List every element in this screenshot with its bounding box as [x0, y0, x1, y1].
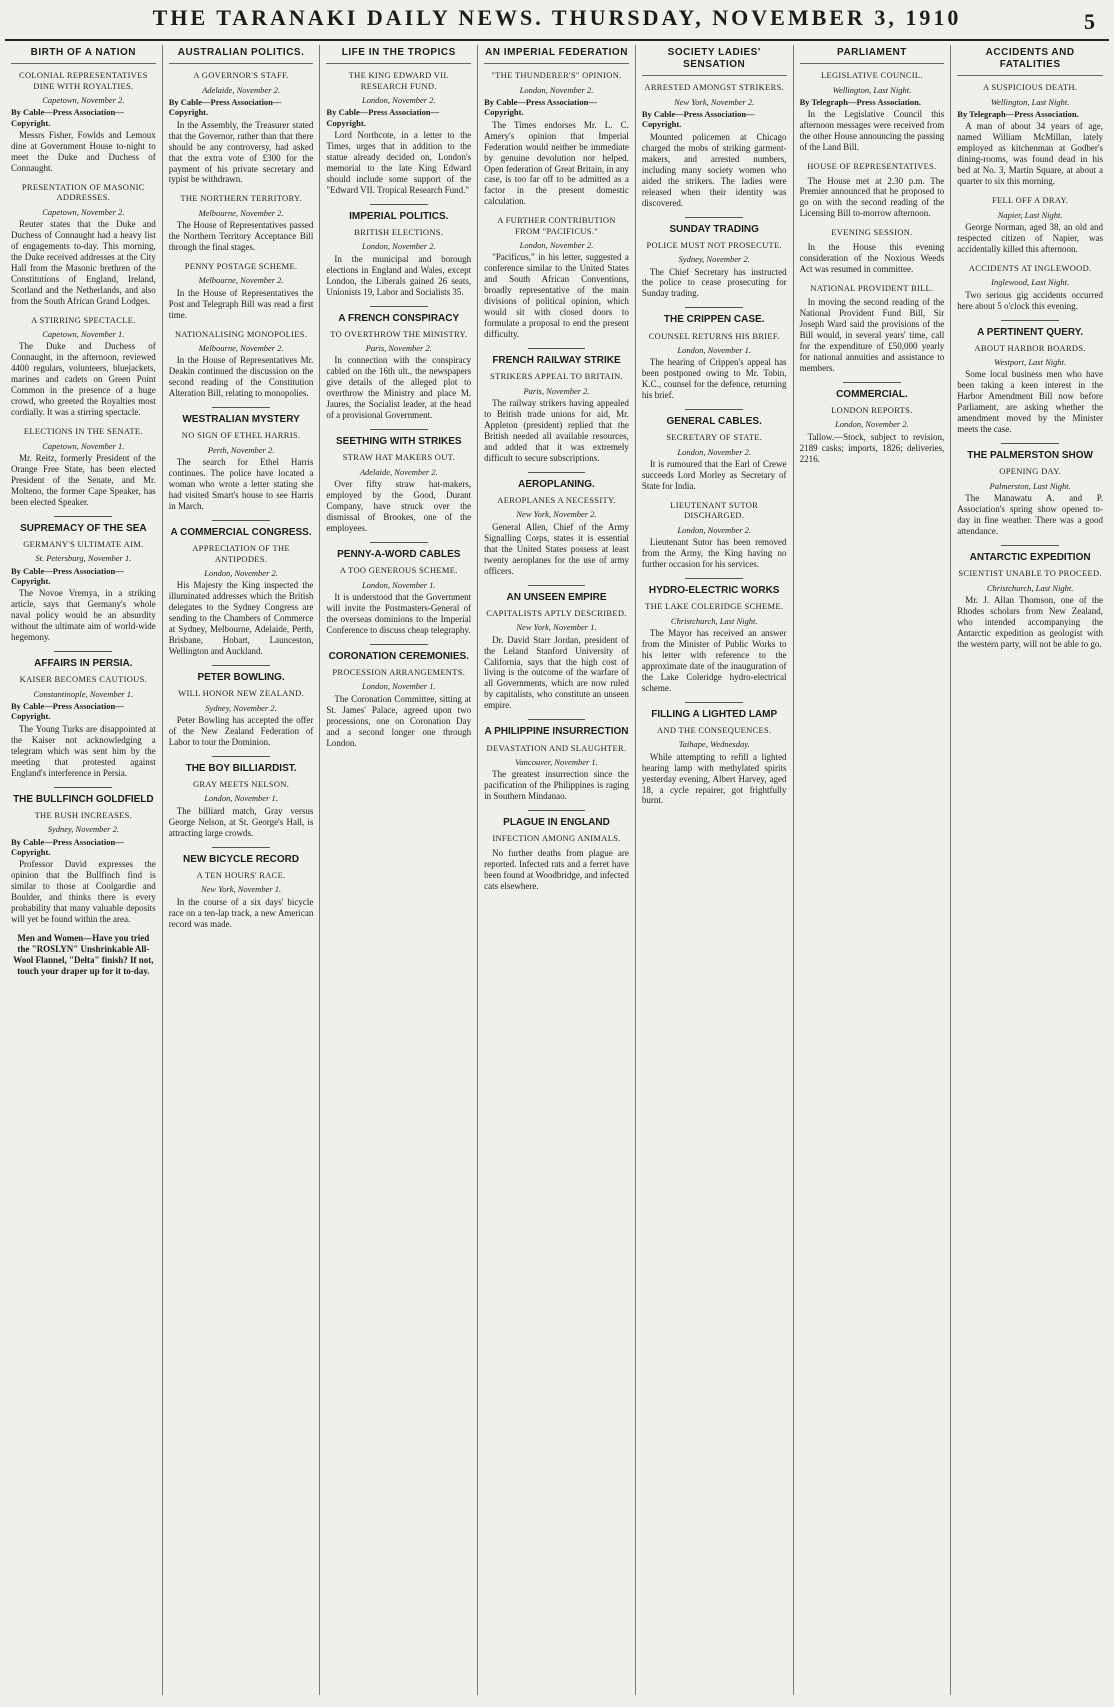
article-body: The Coronation Committee, sitting at St. James' Palace, agreed upon two processions, one on Coronation Day and a second longer one through London. — [326, 693, 472, 748]
article-dateline: Paris, November 2. — [523, 385, 590, 396]
rule-divider — [370, 204, 428, 205]
article-body: Messrs Fisher, Fowlds and Lemoux dine at Government House to-night to meet the Duke and Duchess of Connaught. — [11, 129, 156, 173]
article — [326, 429, 471, 534]
rule-divider — [528, 585, 586, 586]
rule-divider — [54, 787, 112, 788]
article-body: Mr. J. Allan Thomson, one of the Rhodes scholars from New Zealand, who intended accompanying the Antarctic expedition as geologist with the western party, will not be able to go. — [957, 594, 1103, 649]
article-body: A man of about 34 years of age, named William McMillan, lately employed as kitchenman at Godber's dining-rooms, was found dead in his bed at No. 3, Martin Square, at about a quarter to six this morning. — [957, 121, 1103, 187]
article-body: The Manawatu A. and P. Association's spring show opened to-day in fine weather. There was a good attendance. — [957, 493, 1103, 537]
article-byline: By Telegraph—Press Association. — [799, 96, 922, 107]
article-body: In the House of Representatives the Post and Telegraph Bill was read a first time. — [168, 287, 314, 320]
article-subhead: CAPITALISTS APTLY DESCRIBED. — [486, 607, 627, 618]
article — [169, 261, 314, 321]
article-body: The hearing of Crippen's appeal has been postponed owing to Mr. Tobin, K.C., counsel for the defence, returning his brief. — [641, 357, 787, 401]
article-subhead: SCIENTIST UNABLE TO PROCEED. — [958, 568, 1102, 579]
article-subhead: HOUSE OF REPRESENTATIVES. — [807, 161, 937, 172]
column — [478, 45, 636, 1695]
article-subhead: A GOVERNOR'S STAFF. — [193, 70, 289, 81]
article-headline: CORONATION CEREMONIES. — [328, 650, 469, 662]
rule-divider — [528, 472, 586, 473]
article — [484, 585, 629, 712]
article-subhead: POLICE MUST NOT PROSECUTE. — [646, 239, 782, 250]
article — [642, 307, 787, 401]
article-subhead: A TOO GENEROUS SCHEME. — [339, 565, 458, 576]
newspaper-page — [5, 5, 1109, 1697]
page-number: 5 — [1084, 9, 1095, 34]
article-body: General Allen, Chief of the Army Signalling Corps, states it is essential that the United States possess at least twenty aeroplanes for the use of army officers. — [484, 521, 629, 576]
column — [5, 45, 163, 1695]
article-subhead: KAISER BECOMES CAUTIOUS. — [19, 674, 148, 685]
article-body: The Young Turks are disappointed at the Kaiser not acknowledging a telegram which was sent him by the meeting that protested against England's interference in Persia. — [11, 723, 156, 778]
article-headline: SUPREMACY OF THE SEA — [20, 522, 147, 534]
article-dateline: London, November 2. — [519, 240, 594, 251]
article-body: Mounted policemen at Chicago charged the mobs of striking garment-makers, and arrested numbers, including many society women who aided the strikers. The ladies were released when their identity was discovered. — [641, 131, 787, 208]
article-dateline: Capetown, November 1. — [42, 440, 125, 451]
article-headline: FRENCH RAILWAY STRIKE — [492, 355, 621, 367]
article-subhead: SECRETARY OF STATE. — [666, 432, 763, 443]
article-dateline: Capetown, November 1. — [42, 329, 125, 340]
rule-divider — [370, 429, 428, 430]
rule-divider — [1001, 320, 1059, 321]
article — [957, 263, 1103, 312]
article-body: In moving the second reading of the National Provident Fund Bill, Sir Joseph Ward said the provisions of the Bill would, in several years' time, call for the expenditure of £50,000 yearly for national annuities and assistance to members. — [799, 297, 945, 373]
article-dateline: London, November 1. — [361, 681, 436, 692]
article-headline: IMPERIAL POLITICS. — [349, 210, 449, 222]
article-headline: A FRENCH CONSPIRACY — [338, 312, 460, 324]
article-byline: By Cable—Press Association—Copyright. — [326, 107, 440, 128]
article — [11, 787, 156, 925]
article — [484, 215, 629, 340]
article-body: Peter Bowling has accepted the offer of the New Zealand Federation of Labor to tour the Dominion. — [168, 714, 314, 747]
article — [169, 70, 314, 185]
article-body: The greatest insurrection since the pacification of the Philippines is raging in Southern Mindanao. — [484, 769, 629, 802]
article — [169, 665, 314, 748]
article-subhead: DEVASTATION AND SLAUGHTER. — [486, 742, 627, 753]
article — [642, 217, 787, 300]
column-header: BIRTH OF A NATION — [11, 45, 156, 64]
article-body: It is understood that the Government will invite the Postmasters-General of the overseas dominions to the Imperial Conference to discuss cheap telegraphy. — [326, 591, 472, 635]
article-subhead: BRITISH ELECTIONS. — [354, 226, 444, 237]
rule-divider — [370, 644, 428, 645]
article-body: In the course of a six days' bicycle race on a ten-lap track, a new American record was made. — [168, 896, 314, 929]
article-dateline: Adelaide, November 2. — [202, 84, 281, 95]
article-body: Reuter states that the Duke and Duchess of Connaught had a heavy list of engagements to-day. This morning, the Duke received addresses at the City Hall from the Masonic brethren of the Constitutions of England, Ireland, Scotland and the Netherlands, and also from the South African Grand Lodges. — [11, 218, 156, 306]
article-subhead: PENNY POSTAGE SCHEME. — [184, 261, 298, 272]
article — [169, 520, 314, 657]
article-subhead: A STIRRING SPECTACLE. — [31, 314, 136, 325]
column-header: AN IMPERIAL FEDERATION — [484, 45, 629, 64]
article-dateline: London, November 1. — [677, 344, 752, 355]
article-byline: By Cable—Press Association—Copyright. — [484, 96, 597, 118]
article — [642, 578, 787, 694]
article-body: While attempting to refill a lighted hearing lamp with methylated spirits yesterday evening, Albert Harvey, aged 18, a cycle repairer, got frightfully burnt. — [641, 751, 787, 806]
article-headline: PETER BOWLING. — [197, 672, 285, 684]
rule-divider — [685, 409, 743, 410]
article-subhead: LEGISLATIVE COUNCIL. — [820, 70, 923, 81]
article-dateline: Capetown, November 2. — [42, 206, 125, 217]
article — [484, 719, 629, 802]
article-headline: SUNDAY TRADING — [669, 223, 759, 235]
article-dateline: London, November 1. — [204, 793, 278, 804]
article — [957, 545, 1103, 650]
article-subhead: ABOUT HARBOR BOARDS. — [974, 342, 1086, 353]
article — [642, 409, 787, 492]
article — [326, 306, 471, 422]
article — [169, 756, 314, 839]
article — [326, 542, 471, 636]
article-headline: A COMMERCIAL CONGRESS. — [170, 527, 312, 539]
article-headline: THE BULLFINCH GOLDFIELD — [13, 793, 154, 805]
article-subhead: NATIONAL PROVIDENT BILL. — [810, 282, 934, 293]
article-headline: ANTARCTIC EXPEDITION — [969, 552, 1091, 564]
article — [484, 70, 629, 207]
rule-divider — [528, 810, 586, 811]
article-dateline: London, November 1. — [361, 579, 436, 590]
article-subhead: THE RUSH INCREASES. — [34, 809, 133, 820]
article-headline: GENERAL CABLES. — [666, 416, 762, 428]
article — [642, 82, 787, 208]
article-subhead: NATIONALISING MONOPOLIES. — [174, 328, 308, 339]
article-body: Some local business men who have been taking a keen interest in the Harbor Amendment Bill now before Parliament, are asking whether the amendment moved by the Minister meets the case. — [957, 369, 1103, 435]
article-body: Mr. Reitz, formerly President of the Orange Free State, has been elected President of the Senate, and Mr. Molteno, the former Cape Speaker, has been elected Speaker. — [11, 452, 156, 507]
article-body: In the municipal and borough elections in England and Wales, except London, the Liberals gained 26 seats, Unionists 19, Labor and Socialists 35. — [326, 253, 472, 297]
article-body: In the Assembly, the Treasurer stated that the Governor, rather than that there should be any controversy, had asked that the extra vote of £300 for the payment of his private secretary and typist be withdrawn. — [168, 119, 314, 185]
article-dateline: London, November 2. — [204, 567, 278, 578]
article-byline: By Cable—Press Association—Copyright. — [641, 109, 755, 130]
article-subhead: THE KING EDWARD VII. RESEARCH FUND. — [348, 70, 449, 91]
article-headline: NEW BICYCLE RECORD — [183, 853, 300, 865]
article — [169, 329, 314, 400]
rule-divider — [1001, 443, 1059, 444]
article — [484, 810, 629, 891]
article-body: No further deaths from plague are reported. Infected rats and a ferret have been found at Woodbridge, and infected cats elsewhere. — [484, 847, 629, 891]
article — [11, 182, 156, 307]
article-dateline: Capetown, November 2. — [42, 94, 125, 105]
rule-divider — [54, 651, 112, 652]
columns-grid — [5, 45, 1109, 1695]
masthead-title: THE TARANAKI DAILY NEWS. THURSDAY, NOVEMBER 3, 1910 — [152, 5, 962, 30]
article-dateline: London, November 2. — [677, 446, 752, 457]
masthead — [5, 5, 1109, 41]
article-dateline: New York, November 2. — [516, 509, 597, 520]
rule-divider — [212, 407, 270, 408]
article-dateline: New York, November 2. — [674, 96, 755, 107]
article-headline: A PERTINENT QUERY. — [977, 326, 1084, 338]
article-dateline: Westport, Last Night. — [994, 357, 1067, 368]
article — [169, 407, 314, 512]
article-subhead: STRAW HAT MAKERS OUT. — [342, 452, 455, 463]
rule-divider — [843, 382, 901, 383]
article-body: The Novoe Vremya, in a striking article, says that Germany's whole naval policy would be an absurdity without the ultimate aim of world-wide hegemony. — [11, 588, 156, 643]
article-subhead: FELL OFF A DRAY. — [991, 195, 1069, 206]
article-subhead: LONDON REPORTS. — [831, 404, 913, 415]
article — [11, 315, 156, 419]
article-body: In the Legislative Council this afternoon messages were received from the other House announcing the passing of the Land Bill. — [799, 109, 945, 153]
article-dateline: Melbourne, November 2. — [198, 343, 284, 354]
article-subhead: STRIKERS APPEAL TO BRITAIN. — [490, 371, 623, 382]
article-body: The Times endorses Mr. L. C. Amery's opinion that Imperial Federation would neither be immediate by genuine devolution nor helped. Open federation of Great Britain, in any case, is too far off to be admitted as a factor in the present domestic calculation. — [484, 119, 629, 207]
article-subhead: WILL HONOR NEW ZEALAND. — [178, 688, 304, 699]
article-body: The Chief Secretary has instructed the police to cease prosecuting for Sunday trading. — [641, 266, 787, 299]
advertisement: Men and Women—Have you tried the "ROSLYN" Unshrinkable All-Wool Flannel, "Delta" finish? If not, touch your draper up for it to-day. — [13, 933, 154, 977]
article-body: The search for Ethel Harris continues. The police have located a woman who wrote a letter stating she had visited Smart's house to see Harris in March. — [168, 457, 314, 512]
article-subhead: COUNSEL RETURNS HIS BRIEF. — [648, 330, 780, 341]
article-subhead: LIEUTENANT SUTOR DISCHARGED. — [670, 500, 759, 521]
article — [957, 443, 1103, 537]
rule-divider — [685, 217, 743, 218]
rule-divider — [212, 756, 270, 757]
column-header: AUSTRALIAN POLITICS. — [169, 45, 314, 64]
article-body: George Norman, aged 38, an old and respected citizen of Napier, was accidentally killed this afternoon. — [957, 221, 1103, 254]
article-body: It is rumoured that the Earl of Crewe succeeds Lord Morley as Secretary of State for India. — [641, 459, 787, 492]
article-dateline: Sydney, November 2. — [205, 702, 277, 713]
article-byline: By Cable—Press Association—Copyright. — [11, 107, 124, 128]
rule-divider — [370, 542, 428, 543]
article-body: Over fifty straw hat-makers, employed by the Good, Durant Company, have struck over the dismissal of Brookes, one of the employees. — [326, 479, 472, 534]
article-headline: THE BOY BILLIARDIST. — [185, 762, 297, 774]
article-dateline: Inglewood, Last Night. — [991, 277, 1070, 288]
article-dateline: St. Petersburg, November 1. — [35, 553, 132, 564]
article-headline: COMMERCIAL. — [836, 388, 908, 400]
article-subhead: ACCIDENTS AT INGLEWOOD. — [968, 262, 1092, 273]
rule-divider — [1001, 545, 1059, 546]
column-header: ACCIDENTS AND FATALITIES — [957, 45, 1103, 76]
article-body: Tallow.—Stock, subject to revision, 2189 casks; imports, 1826; deliveries, 2216. — [799, 431, 945, 464]
article-dateline: Paris, November 2. — [365, 343, 432, 354]
article-dateline: Sydney, November 2. — [47, 824, 119, 835]
article-dateline: Christchurch, Last Night. — [670, 615, 758, 626]
article — [484, 348, 629, 464]
article — [957, 82, 1103, 187]
article-headline: PLAGUE IN ENGLAND — [503, 817, 610, 829]
article-subhead: PRESENTATION OF MASONIC ADDRESSES. — [21, 181, 145, 203]
column-header: PARLIAMENT — [800, 45, 945, 64]
article-body: The railway strikers having appealed to British trade unions for aid, Mr. Appleton (president) replied that the British needed all available resources, and added that it was extremely difficult to secure subscriptions. — [484, 398, 629, 463]
article-body: The Duke and Duchess of Connaught, in the afternoon, reviewed 4400 regulars, volunteers, bluejackets, marines and cadets on Green Point Common in the presence of a huge crowd, who greeted the Royalties most cordially. It was a stirring spectacle. — [11, 341, 156, 418]
article-dateline: London, November 2. — [519, 84, 594, 95]
rule-divider — [528, 719, 586, 720]
article-body: The House met at 2.30 p.m. The Premier announced that he proposed to go on with the second reading of the Licensing Bill to-morrow afternoon. — [799, 175, 945, 219]
article — [326, 204, 471, 298]
article-subhead: GRAY MEETS NELSON. — [192, 779, 290, 790]
rule-divider — [685, 702, 743, 703]
article-dateline: Wellington, Last Night. — [990, 96, 1070, 107]
article-dateline: New York, November 1. — [516, 622, 597, 633]
article-dateline: Constantinople, November 1. — [33, 688, 134, 699]
article-headline: AEROPLANING. — [518, 478, 595, 490]
article-dateline: Taihape, Wednesday. — [678, 739, 750, 750]
article-body: In the House of Representatives Mr. Deakin continued the discussion on the second reading of the Constitution Alteration Bill, relating to monopolies. — [168, 355, 314, 399]
article — [800, 70, 945, 153]
article-dateline: London, November 2. — [677, 524, 752, 535]
article-body: The Mayor has received an answer from the Minister of Public Works to his letter with reference to the approximate date of the inauguration of the Lake Coleridge hydro-electrical scheme. — [641, 627, 787, 693]
article-body: Lieutenant Sutor has been removed from the Army, the King having no further occasion for his services. — [641, 537, 787, 570]
article — [957, 320, 1103, 436]
article-byline: By Cable—Press Association—Copyright. — [11, 836, 124, 857]
article — [169, 847, 314, 930]
article-dateline: London, November 2. — [835, 419, 909, 430]
article — [11, 70, 156, 174]
article-subhead: THE LAKE COLERIDGE SCHEME. — [645, 601, 784, 612]
article — [957, 195, 1103, 255]
article-dateline: Sydney, November 2. — [678, 254, 750, 265]
article-body: Lord Northcote, in a letter to the Times, urges that in addition to the statue already decided on, London's memorial to the late King Edward should include some support of the "Edward VII. Tropical Research Fund." — [326, 129, 472, 195]
column-header: SOCIETY LADIES' SENSATION — [642, 45, 787, 76]
article-body: In connection with the conspiracy cabled on the 16th ult., the newspapers give details of the alleged plot to overthrow the Ministry and place M. Jaures, the Socialist leader, at the head of a provisional Government. — [326, 355, 472, 421]
article-body: His Majesty the King inspected the illuminated addresses which the British delegates to the Sydney Congress are sending to the Chambers of Commerce at Sydney, Melbourne, Adelaide, Perth, Brisbane, Hobart, Launceston, Wellington and Auckland. — [168, 580, 314, 657]
article-subhead: A FURTHER CONTRIBUTION FROM "PACIFICUS." — [497, 215, 616, 236]
article-subhead: AEROPLANES A NECESSITY. — [497, 495, 616, 506]
article — [11, 651, 156, 778]
article-subhead: ARRESTED AMONGST STRIKERS. — [644, 82, 785, 93]
article-subhead: GERMANY'S ULTIMATE AIM. — [23, 538, 144, 549]
article — [642, 702, 787, 807]
article-dateline: Perth, November 2. — [207, 444, 275, 455]
article-body: In the House this evening consideration of the Noxious Weeds Act was resumed in committee. — [799, 241, 945, 274]
rule-divider — [212, 520, 270, 521]
article-dateline: Wellington, Last Night. — [832, 84, 912, 95]
article-headline: SEETHING WITH STRIKES — [336, 436, 462, 448]
article-body: Two serious gig accidents occurred here about 5 o'clock this evening. — [957, 289, 1103, 311]
article — [11, 516, 156, 643]
article-headline: A PHILIPPINE INSURRECTION — [484, 726, 629, 738]
article-dateline: London, November 2. — [361, 94, 436, 105]
article-headline: AFFAIRS IN PERSIA. — [34, 658, 133, 670]
article-headline: WESTRALIAN MYSTERY — [182, 414, 300, 426]
article-subhead: THE NORTHERN TERRITORY. — [180, 193, 302, 204]
rule-divider — [212, 665, 270, 666]
article-body: "Pacificus," in his letter, suggested a conference similar to the United States and South African Conventions, broadly representative of the main divisions of political opinion, which would sit with closed doors to formulate a proposal to end the present difficulty. — [484, 252, 629, 340]
article-headline: HYDRO-ELECTRIC WORKS — [648, 584, 780, 596]
rule-divider — [685, 307, 743, 308]
column-header: LIFE IN THE TROPICS — [326, 45, 471, 64]
column — [636, 45, 794, 1695]
article-dateline: Vancouver, November 1. — [515, 756, 598, 767]
article-dateline: Napier, Last Night. — [997, 209, 1063, 220]
article — [11, 426, 156, 508]
article-subhead: INFECTION AMONG ANIMALS. — [492, 833, 621, 844]
rule-divider — [528, 348, 586, 349]
column — [320, 45, 478, 1695]
article-subhead: APPRECIATION OF THE ANTIPODES. — [192, 543, 290, 564]
article-subhead: TO OVERTHROW THE MINISTRY. — [330, 328, 468, 339]
article — [800, 227, 945, 274]
column — [951, 45, 1109, 1695]
article — [169, 193, 314, 253]
article-subhead: COLONIAL REPRESENTATIVES DINE WITH ROYALTIES. — [18, 70, 148, 91]
article-dateline: New York, November 1. — [200, 884, 282, 895]
article-subhead: OPENING DAY. — [999, 466, 1061, 477]
article-dateline: Melbourne, November 2. — [198, 207, 284, 218]
article-byline: By Cable—Press Association—Copyright. — [11, 565, 124, 587]
article-subhead: "THE THUNDERER'S" OPINION. — [491, 70, 622, 81]
article-byline: By Cable—Press Association—Copyright. — [11, 701, 124, 722]
article — [484, 472, 629, 577]
article-byline: By Telegraph—Press Association. — [957, 109, 1079, 120]
article — [800, 283, 945, 374]
article-headline: THE PALMERSTON SHOW — [967, 450, 1093, 462]
article-headline: FILLING A LIGHTED LAMP — [651, 708, 778, 720]
article-dateline: Melbourne, November 2. — [198, 275, 284, 286]
article-byline: By Cable—Press Association—Copyright. — [168, 96, 282, 118]
article-dateline: London, November 2. — [361, 241, 436, 252]
article-subhead: AND THE CONSEQUENCES. — [656, 724, 772, 735]
rule-divider — [54, 516, 112, 517]
article-headline: THE CRIPPEN CASE. — [663, 314, 765, 326]
article-subhead: NO SIGN OF ETHEL HARRIS. — [181, 430, 301, 441]
rule-divider — [685, 578, 743, 579]
article-subhead: A SUSPICIOUS DEATH. — [983, 82, 1078, 93]
article-dateline: Christchurch, Last Night. — [986, 582, 1074, 593]
article-subhead: A TEN HOURS' RACE. — [196, 869, 286, 880]
article-subhead: EVENING SESSION. — [831, 227, 913, 238]
column — [794, 45, 952, 1695]
article-body: The billiard match, Gray versus George Nelson, at St. George's Hall, is attracting large crowds. — [168, 805, 314, 838]
article-body: Professor David expresses the opinion that the Bullfinch find is similar to those at Coolgardie and Boulder, and thinks there is every probability that many valuable deposits will yet be found within the area. — [11, 859, 156, 925]
article-headline: AN UNSEEN EMPIRE — [506, 591, 607, 603]
article-subhead: PROCESSION ARRANGEMENTS. — [332, 667, 466, 678]
column — [163, 45, 321, 1695]
article — [326, 644, 471, 749]
article-dateline: Palmerston, Last Night. — [989, 480, 1071, 491]
article — [800, 161, 945, 219]
article — [642, 500, 787, 570]
rule-divider — [212, 847, 270, 848]
article — [326, 70, 471, 196]
article-subhead: ELECTIONS IN THE SENATE. — [23, 426, 143, 437]
article-headline: PENNY-A-WORD CABLES — [337, 549, 461, 561]
article-body: The House of Representatives passed the Northern Territory Acceptance Bill through the final stages. — [168, 220, 314, 253]
rule-divider — [370, 306, 428, 307]
article-body: Dr. David Starr Jordan, president of the Leland Stanford University of California, says that the high cost of living is the outcome of the warfare of all Governments, which are now ruled by capitalists, who constitute an unseen empire. — [484, 634, 629, 711]
article-dateline: Adelaide, November 2. — [359, 466, 438, 477]
article — [800, 382, 945, 465]
